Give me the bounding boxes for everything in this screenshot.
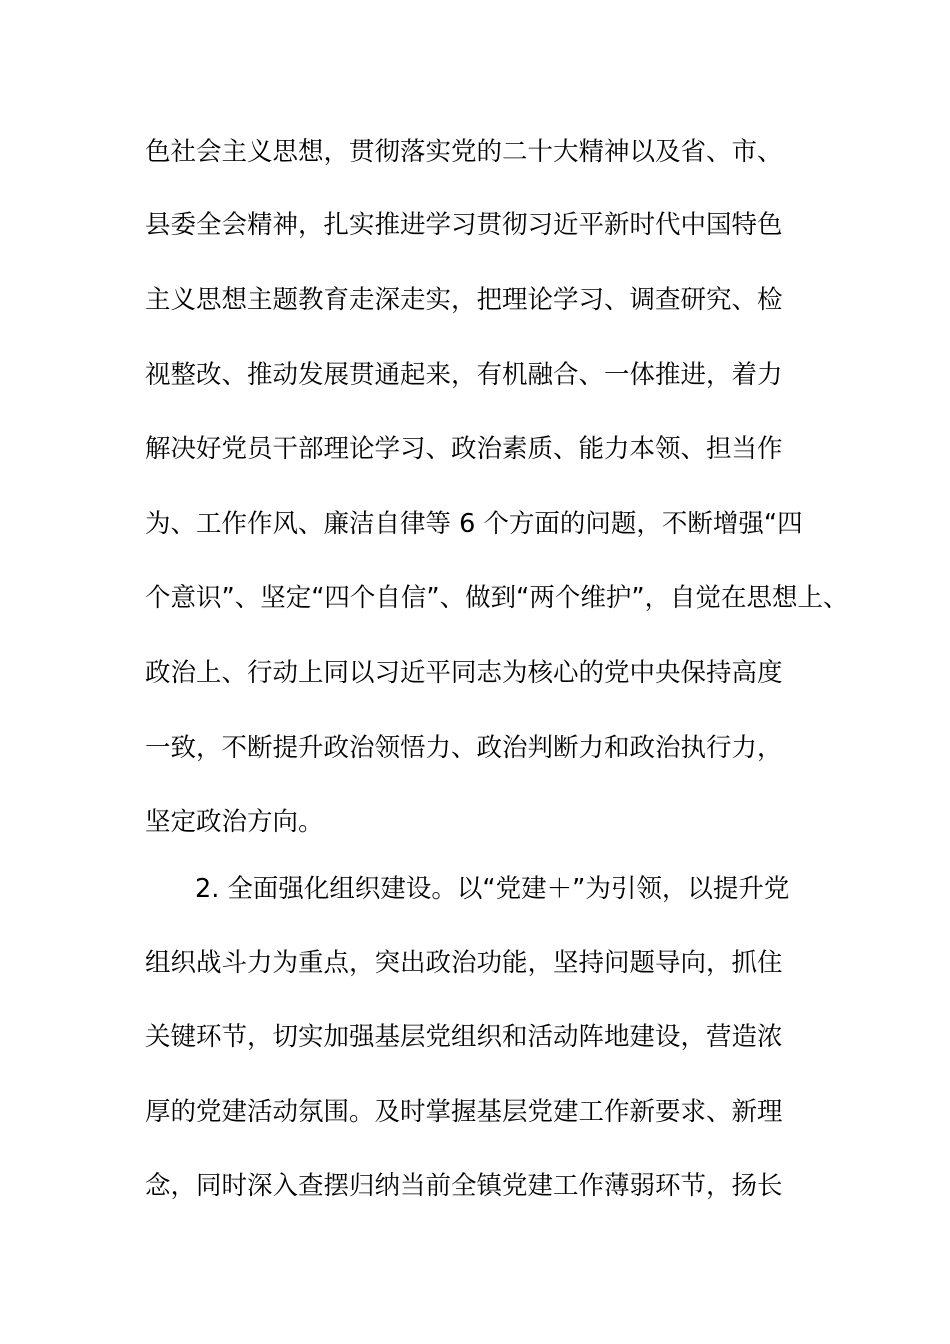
paragraph-line: 厚的党建活动氛围。及时掌握基层党建工作新要求、新理 [145, 1097, 783, 1127]
paragraph-line: 念，同时深入查摆归纳当前全镇党建工作薄弱环节，扬长 [145, 1171, 783, 1201]
paragraph-line: 组织战斗力为重点，突出政治功能，坚持问题导向，抓住 [145, 948, 783, 978]
paragraph-line: 视整改、推动发展贯通起来，有机融合、一体推进，着力 [145, 360, 783, 390]
paragraph-line: 县委全会精神，扎实推进学习贯彻习近平新时代中国特色 [145, 210, 783, 240]
paragraph-line: 主义思想主题教育走深走实，把理论学习、调查研究、检 [145, 285, 783, 315]
paragraph-line: 一致，不断提升政治领悟力、政治判断力和政治执行力， [145, 733, 783, 763]
paragraph-line: 为、工作作风、廉洁自律等 6 个方面的问题，不断增强“四 [145, 509, 803, 539]
paragraph-line: 个意识”、坚定“四个自信”、做到“两个维护”，自觉在思想上、 [145, 583, 849, 613]
paragraph-line: 坚定政治方向。 [145, 807, 324, 837]
paragraph-line: 政治上、行动上同以习近平同志为核心的党中央保持高度 [145, 658, 783, 688]
paragraph-line: 解决好党员干部理论学习、政治素质、能力本领、担当作 [145, 434, 783, 464]
paragraph-line: 关键环节，切实加强基层党组织和活动阵地建设，营造浓 [145, 1022, 783, 1052]
paragraph-line: 色社会主义思想，贯彻落实党的二十大精神以及省、市、 [145, 137, 783, 167]
section-heading-line: 2. 全面强化组织建设。以“党建＋”为引领，以提升党 [195, 874, 790, 904]
